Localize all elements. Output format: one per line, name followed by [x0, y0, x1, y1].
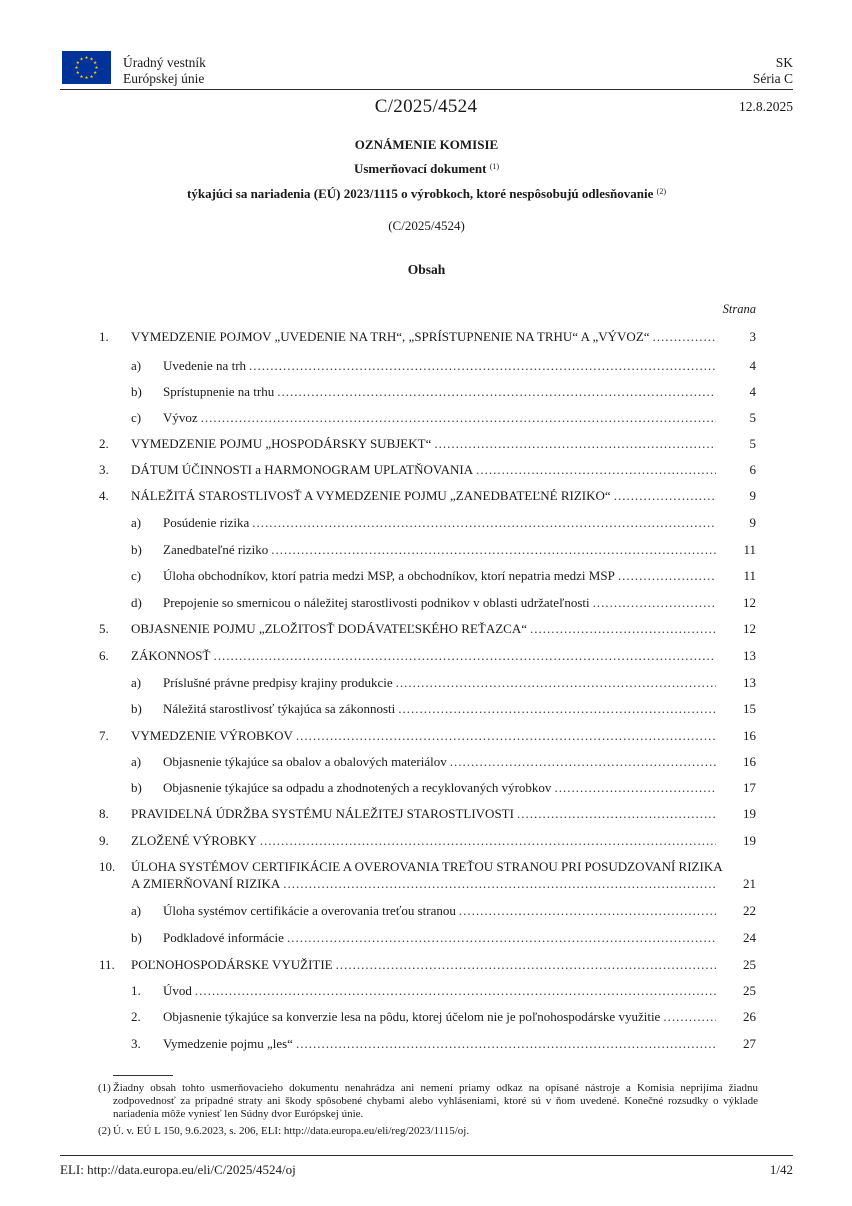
toc-subsection-marker: 2. — [131, 1009, 141, 1024]
toc-dot-leader — [396, 675, 716, 691]
toc-subsection-row[interactable] — [0, 754, 852, 771]
toc-subsection-marker: a) — [131, 358, 142, 373]
toc-subsection-marker: b) — [131, 780, 142, 795]
toc-dot-leader — [554, 780, 716, 796]
journal-name-line2: Európskej únie — [123, 71, 205, 86]
toc-subsection-row[interactable] — [0, 930, 852, 947]
toc-entry-text — [131, 621, 716, 637]
footnote-mark: (2) — [98, 1125, 111, 1137]
toc-page-number[interactable]: 13 — [743, 648, 756, 663]
toc-page-number[interactable]: 19 — [743, 806, 756, 821]
toc-page-number[interactable]: 16 — [743, 754, 756, 769]
regulation-title — [60, 186, 793, 202]
toc-entry-text — [163, 515, 716, 531]
footnote-text: Žiadny obsah tohto usmerňovacieho dokumentu nenahrádza ani nemení priamy odkaz na opísané nástroje a Komisia neprijíma žiadnu zodpovednosť za prípadné straty ani škody spôsobené chybami alebo vyhláseniami, ktoré sú v ňom uvedené. Konečné rozsudky o výklade nariadenia môže vyniesť len Súdny dvor Európskej únie. — [113, 1082, 758, 1120]
footnote-divider — [113, 1075, 173, 1076]
toc-subsection-marker: a) — [131, 515, 142, 530]
toc-entry-label[interactable]: Sprístupnenie na trhu — [163, 384, 275, 399]
guidance-title-text: Usmerňovací dokument — [353, 161, 487, 176]
footer-divider — [60, 1155, 793, 1156]
toc-entry-text — [131, 728, 716, 744]
toc-entry-text — [163, 930, 716, 946]
page-column-label: Strana — [722, 302, 756, 316]
toc-section-row[interactable] — [0, 648, 852, 665]
toc-dot-leader — [618, 568, 716, 584]
toc-entry-text — [163, 595, 716, 611]
toc-subsection-row[interactable] — [0, 903, 852, 920]
toc-entry-label[interactable]: Vymedzenie pojmu „les“ — [163, 1036, 293, 1051]
toc-subsection-marker: a) — [131, 675, 142, 690]
toc-dot-leader — [296, 728, 716, 744]
toc-dot-leader — [213, 648, 716, 664]
toc-subsection-marker: b) — [131, 384, 142, 399]
toc-page-number[interactable]: 6 — [749, 462, 756, 477]
toc-dot-leader — [434, 436, 716, 452]
toc-entry-label[interactable]: VYMEDZENIE POJMU „HOSPODÁRSKY SUBJEKT“ — [131, 436, 432, 451]
toc-page-number[interactable]: 17 — [743, 780, 756, 795]
toc-section-number: 1. — [99, 329, 109, 344]
toc-subsection-row[interactable] — [0, 1009, 852, 1026]
toc-dot-leader — [663, 1009, 716, 1025]
toc-page-number[interactable]: 25 — [743, 957, 756, 972]
header-divider — [60, 89, 793, 90]
toc-entry-text — [163, 675, 716, 691]
toc-subsection-row[interactable] — [0, 568, 852, 585]
footnote-2 — [98, 1125, 758, 1138]
toc-entry-text — [163, 903, 716, 919]
footnote-ref-1[interactable]: (1) — [489, 162, 500, 171]
toc-dot-leader — [530, 621, 716, 637]
toc-section-number: 2. — [99, 436, 109, 451]
eu-star-icon: ★ — [84, 55, 89, 61]
toc-subsection-marker: 3. — [131, 1036, 141, 1051]
toc-entry-label[interactable]: PRAVIDELNÁ ÚDRŽBA SYSTÉMU NÁLEŽITEJ STAROSTLIVOSTI — [131, 806, 514, 821]
toc-entry-text — [131, 648, 716, 664]
eu-star-icon: ★ — [75, 70, 80, 76]
toc-page-number[interactable]: 13 — [743, 675, 756, 690]
toc-entry-label[interactable]: Objasnenie týkajúce sa odpadu a zhodnotených a recyklovaných výrobkov — [163, 780, 552, 795]
regulation-title-text: týkajúci sa nariadenia (EÚ) 2023/1115 o výrobkoch, ktoré nespôsobujú odlesňovanie — [187, 186, 654, 201]
toc-section-number: 5. — [99, 621, 109, 636]
contents-heading: Obsah — [407, 262, 446, 277]
toc-entry-label[interactable]: DÁTUM ÚČINNOSTI a HARMONOGRAM UPLATŇOVANIA — [131, 462, 474, 477]
toc-page-number[interactable]: 16 — [743, 728, 756, 743]
toc-dot-leader — [459, 903, 716, 919]
toc-entry-label[interactable]: Podkladové informácie — [163, 930, 284, 945]
toc-subsection-marker: a) — [131, 903, 142, 918]
toc-entry-label[interactable]: Objasnenie týkajúce sa obalov a obalových materiálov — [163, 754, 447, 769]
toc-section-number: 7. — [99, 728, 109, 743]
toc-page-number[interactable]: 15 — [743, 701, 756, 716]
eu-star-icon: ★ — [84, 75, 89, 81]
toc-entry-label[interactable]: Uvedenie na trh — [163, 358, 247, 373]
toc-entry-text — [163, 754, 716, 770]
toc-entry-text — [163, 384, 716, 400]
toc-dot-leader — [336, 957, 716, 973]
toc-page-number[interactable]: 4 — [749, 358, 756, 373]
eu-star-icon: ★ — [74, 65, 79, 71]
eu-star-icon: ★ — [94, 65, 99, 71]
toc-subsection-marker: 1. — [131, 983, 141, 998]
toc-entry-label[interactable]: VYMEDZENIE POJMOV „UVEDENIE NA TRH“, „SPRÍSTUPNENIE NA TRHU“ A „VÝVOZ“ — [131, 329, 650, 344]
toc-subsection-marker: d) — [131, 595, 142, 610]
page-indicator: 1/42 — [769, 1162, 793, 1177]
toc-page-number[interactable]: 11 — [743, 542, 756, 557]
toc-dot-leader — [593, 595, 716, 611]
toc-entry-text — [163, 1036, 716, 1052]
toc-page-number[interactable]: 27 — [743, 1036, 756, 1051]
toc-subsection-row[interactable] — [0, 542, 852, 559]
toc-section-row[interactable] — [0, 728, 852, 745]
toc-subsection-marker: a) — [131, 754, 142, 769]
toc-page-number[interactable]: 9 — [749, 488, 756, 503]
toc-dot-leader — [287, 930, 716, 946]
toc-section-number: 8. — [99, 806, 109, 821]
toc-entry-text — [163, 542, 716, 558]
eli-link[interactable]: ELI: http://data.europa.eu/eli/C/2025/4524/oj — [60, 1162, 296, 1177]
toc-dot-leader — [201, 410, 716, 426]
toc-entry-text — [131, 957, 716, 973]
eu-star-icon: ★ — [79, 73, 84, 79]
toc-subsection-marker: c) — [131, 410, 142, 425]
footnote-text: Ú. v. EÚ L 150, 9.6.2023, s. 206, ELI: http://data.europa.eu/eli/reg/2023/1115/oj. — [113, 1125, 470, 1137]
toc-section-number: 9. — [99, 833, 109, 848]
toc-page-number[interactable]: 9 — [749, 515, 756, 530]
toc-entry-label[interactable]: Vývoz — [163, 410, 198, 425]
toc-section-row[interactable] — [0, 436, 852, 453]
toc-section-row[interactable] — [0, 462, 852, 479]
toc-dot-leader — [252, 515, 716, 531]
toc-dot-leader — [653, 329, 716, 345]
toc-entry-text — [163, 568, 716, 584]
toc-dot-leader — [283, 876, 716, 892]
eu-star-icon: ★ — [79, 56, 84, 62]
toc-entry-label[interactable]: Úloha obchodníkov, ktorí patria medzi MSP, a obchodníkov, ktorí nepatria medzi MSP — [163, 568, 615, 583]
toc-section-row[interactable] — [0, 859, 852, 893]
toc-section-number: 11. — [99, 957, 115, 972]
toc-subsection-marker: b) — [131, 701, 142, 716]
publication-date: 12.8.2025 — [739, 99, 793, 114]
toc-dot-leader — [195, 983, 716, 999]
toc-subsection-row[interactable] — [0, 1036, 852, 1053]
toc-section-number: 6. — [99, 648, 109, 663]
toc-section-row[interactable] — [0, 329, 852, 346]
toc-subsection-row[interactable] — [0, 701, 852, 718]
toc-section-number: 4. — [99, 488, 109, 503]
toc-entry-label[interactable]: Objasnenie týkajúce sa konverzie lesa na pôdu, ktorej účelom nie je poľnohospodárske využitie — [163, 1009, 661, 1024]
toc-entry-label[interactable]: Náležitá starostlivosť týkajúca sa zákonnosti — [163, 701, 396, 716]
toc-page-number[interactable]: 12 — [743, 621, 756, 636]
toc-entry-label[interactable]: Úvod — [163, 983, 192, 998]
toc-subsection-row[interactable] — [0, 410, 852, 427]
toc-subsection-row[interactable] — [0, 595, 852, 612]
eu-star-icon: ★ — [93, 60, 98, 66]
toc-subsection-marker: c) — [131, 568, 142, 583]
toc-dot-leader — [517, 806, 716, 822]
toc-subsection-row[interactable] — [0, 358, 852, 375]
toc-page-number[interactable]: 5 — [749, 436, 756, 451]
toc-entry-text — [131, 329, 716, 345]
toc-entry-text — [163, 1009, 716, 1025]
toc-page-number[interactable]: 24 — [743, 930, 756, 945]
toc-page-number[interactable]: 19 — [743, 833, 756, 848]
toc-dot-leader — [271, 542, 716, 558]
toc-dot-leader — [398, 701, 716, 717]
toc-dot-leader — [614, 488, 716, 504]
toc-page-number[interactable]: 5 — [749, 410, 756, 425]
toc-entry-text — [131, 436, 716, 452]
series-info — [753, 55, 793, 87]
toc-dot-leader — [296, 1036, 716, 1052]
eu-star-icon: ★ — [89, 56, 94, 62]
toc-page-number[interactable]: 12 — [743, 595, 756, 610]
toc-subsection-row[interactable] — [0, 675, 852, 692]
eu-star-icon: ★ — [93, 70, 98, 76]
footnote-mark: (1) — [98, 1082, 111, 1094]
toc-section-row[interactable] — [0, 488, 852, 505]
notice-title: OZNÁMENIE KOMISIE — [354, 137, 499, 152]
toc-entry-label[interactable]: Úloha systémov certifikácie a overovania treťou stranou — [163, 903, 456, 918]
journal-name-line1: Úradný vestník — [123, 55, 206, 70]
toc-entry-label[interactable]: A ZMIERŇOVANÍ RIZIKA — [131, 876, 281, 891]
toc-entry-text — [131, 806, 716, 822]
toc-subsection-marker: b) — [131, 930, 142, 945]
toc-dot-leader — [450, 754, 716, 770]
toc-page-number[interactable]: 22 — [743, 903, 756, 918]
toc-entry-text — [131, 876, 716, 892]
journal-name — [123, 55, 206, 87]
toc-entry-label[interactable]: POĽNOHOSPODÁRSKE VYUŽITIE — [131, 957, 333, 972]
toc-subsection-row[interactable] — [0, 384, 852, 401]
toc-entry-text — [163, 780, 716, 796]
toc-entry-label[interactable]: OBJASNENIE POJMU „ZLOŽITOSŤ DODÁVATEĽSKÉHO REŤAZCA“ — [131, 621, 528, 636]
toc-entry-label[interactable]: Posúdenie rizika — [163, 515, 250, 530]
eu-star-icon: ★ — [75, 60, 80, 66]
toc-entry-label[interactable]: ZLOŽENÉ VÝROBKY — [131, 833, 257, 848]
toc-dot-leader — [249, 358, 716, 374]
toc-entry-label[interactable]: NÁLEŽITÁ STAROSTLIVOSŤ A VYMEDZENIE POJMU „ZANEDBATEĽNÉ RIZIKO“ — [131, 488, 611, 503]
toc-subsection-row[interactable] — [0, 780, 852, 797]
toc-subsection-row[interactable] — [0, 983, 852, 1000]
toc-section-row[interactable] — [0, 833, 852, 850]
toc-section-number: 10. — [99, 859, 116, 874]
toc-entry-text — [163, 701, 716, 717]
eu-flag-logo — [62, 51, 111, 84]
document-number: C/2025/4524 — [374, 96, 478, 117]
eu-stars-icon — [62, 51, 111, 84]
toc-section-number: 3. — [99, 462, 109, 477]
toc-entry-text — [163, 983, 716, 999]
toc-section-row[interactable] — [0, 621, 852, 638]
toc-entry-text — [131, 462, 716, 478]
toc-dot-leader — [277, 384, 716, 400]
document-reference: (C/2025/4524) — [388, 218, 465, 233]
toc-subsection-marker: b) — [131, 542, 142, 557]
series-label: Séria C — [752, 71, 793, 86]
toc-entry-text — [131, 488, 716, 504]
footnote-1 — [98, 1082, 758, 1121]
toc-page-number[interactable]: 4 — [749, 384, 756, 399]
toc-entry-label[interactable]: Prepojenie so smernicou o náležitej starostlivosti podnikov v oblasti udržateľnosti — [163, 595, 590, 610]
language-code: SK — [775, 55, 793, 70]
toc-page-number[interactable]: 26 — [743, 1009, 756, 1024]
toc-section-row[interactable] — [0, 957, 852, 974]
toc-page-number[interactable]: 11 — [743, 568, 756, 583]
toc-entry-label[interactable]: ZÁKONNOSŤ — [131, 648, 211, 663]
toc-page-number[interactable]: 3 — [749, 329, 756, 344]
toc-entry-text — [163, 358, 716, 374]
eu-star-icon: ★ — [89, 73, 94, 79]
toc-entry-label[interactable]: Príslušné právne predpisy krajiny produkcie — [163, 675, 393, 690]
toc-label-line1: ÚLOHA SYSTÉMOV CERTIFIKÁCIE A OVEROVANIA TREŤOU STRANOU PRI POSUDZOVANÍ RIZIKA — [131, 859, 723, 874]
toc-page-number[interactable]: 21 — [743, 876, 756, 891]
toc-subsection-row[interactable] — [0, 515, 852, 532]
toc-entry-text — [163, 410, 716, 426]
toc-dot-leader — [476, 462, 716, 478]
toc-entry-text — [131, 833, 716, 849]
toc-entry-label[interactable]: VYMEDZENIE VÝROBKOV — [131, 728, 293, 743]
toc-page-number[interactable]: 25 — [743, 983, 756, 998]
toc-dot-leader — [260, 833, 716, 849]
toc-entry-label[interactable]: Zanedbateľné riziko — [163, 542, 269, 557]
footnote-ref-2[interactable]: (2) — [656, 187, 666, 196]
toc-section-row[interactable] — [0, 806, 852, 823]
guidance-title — [60, 161, 793, 177]
